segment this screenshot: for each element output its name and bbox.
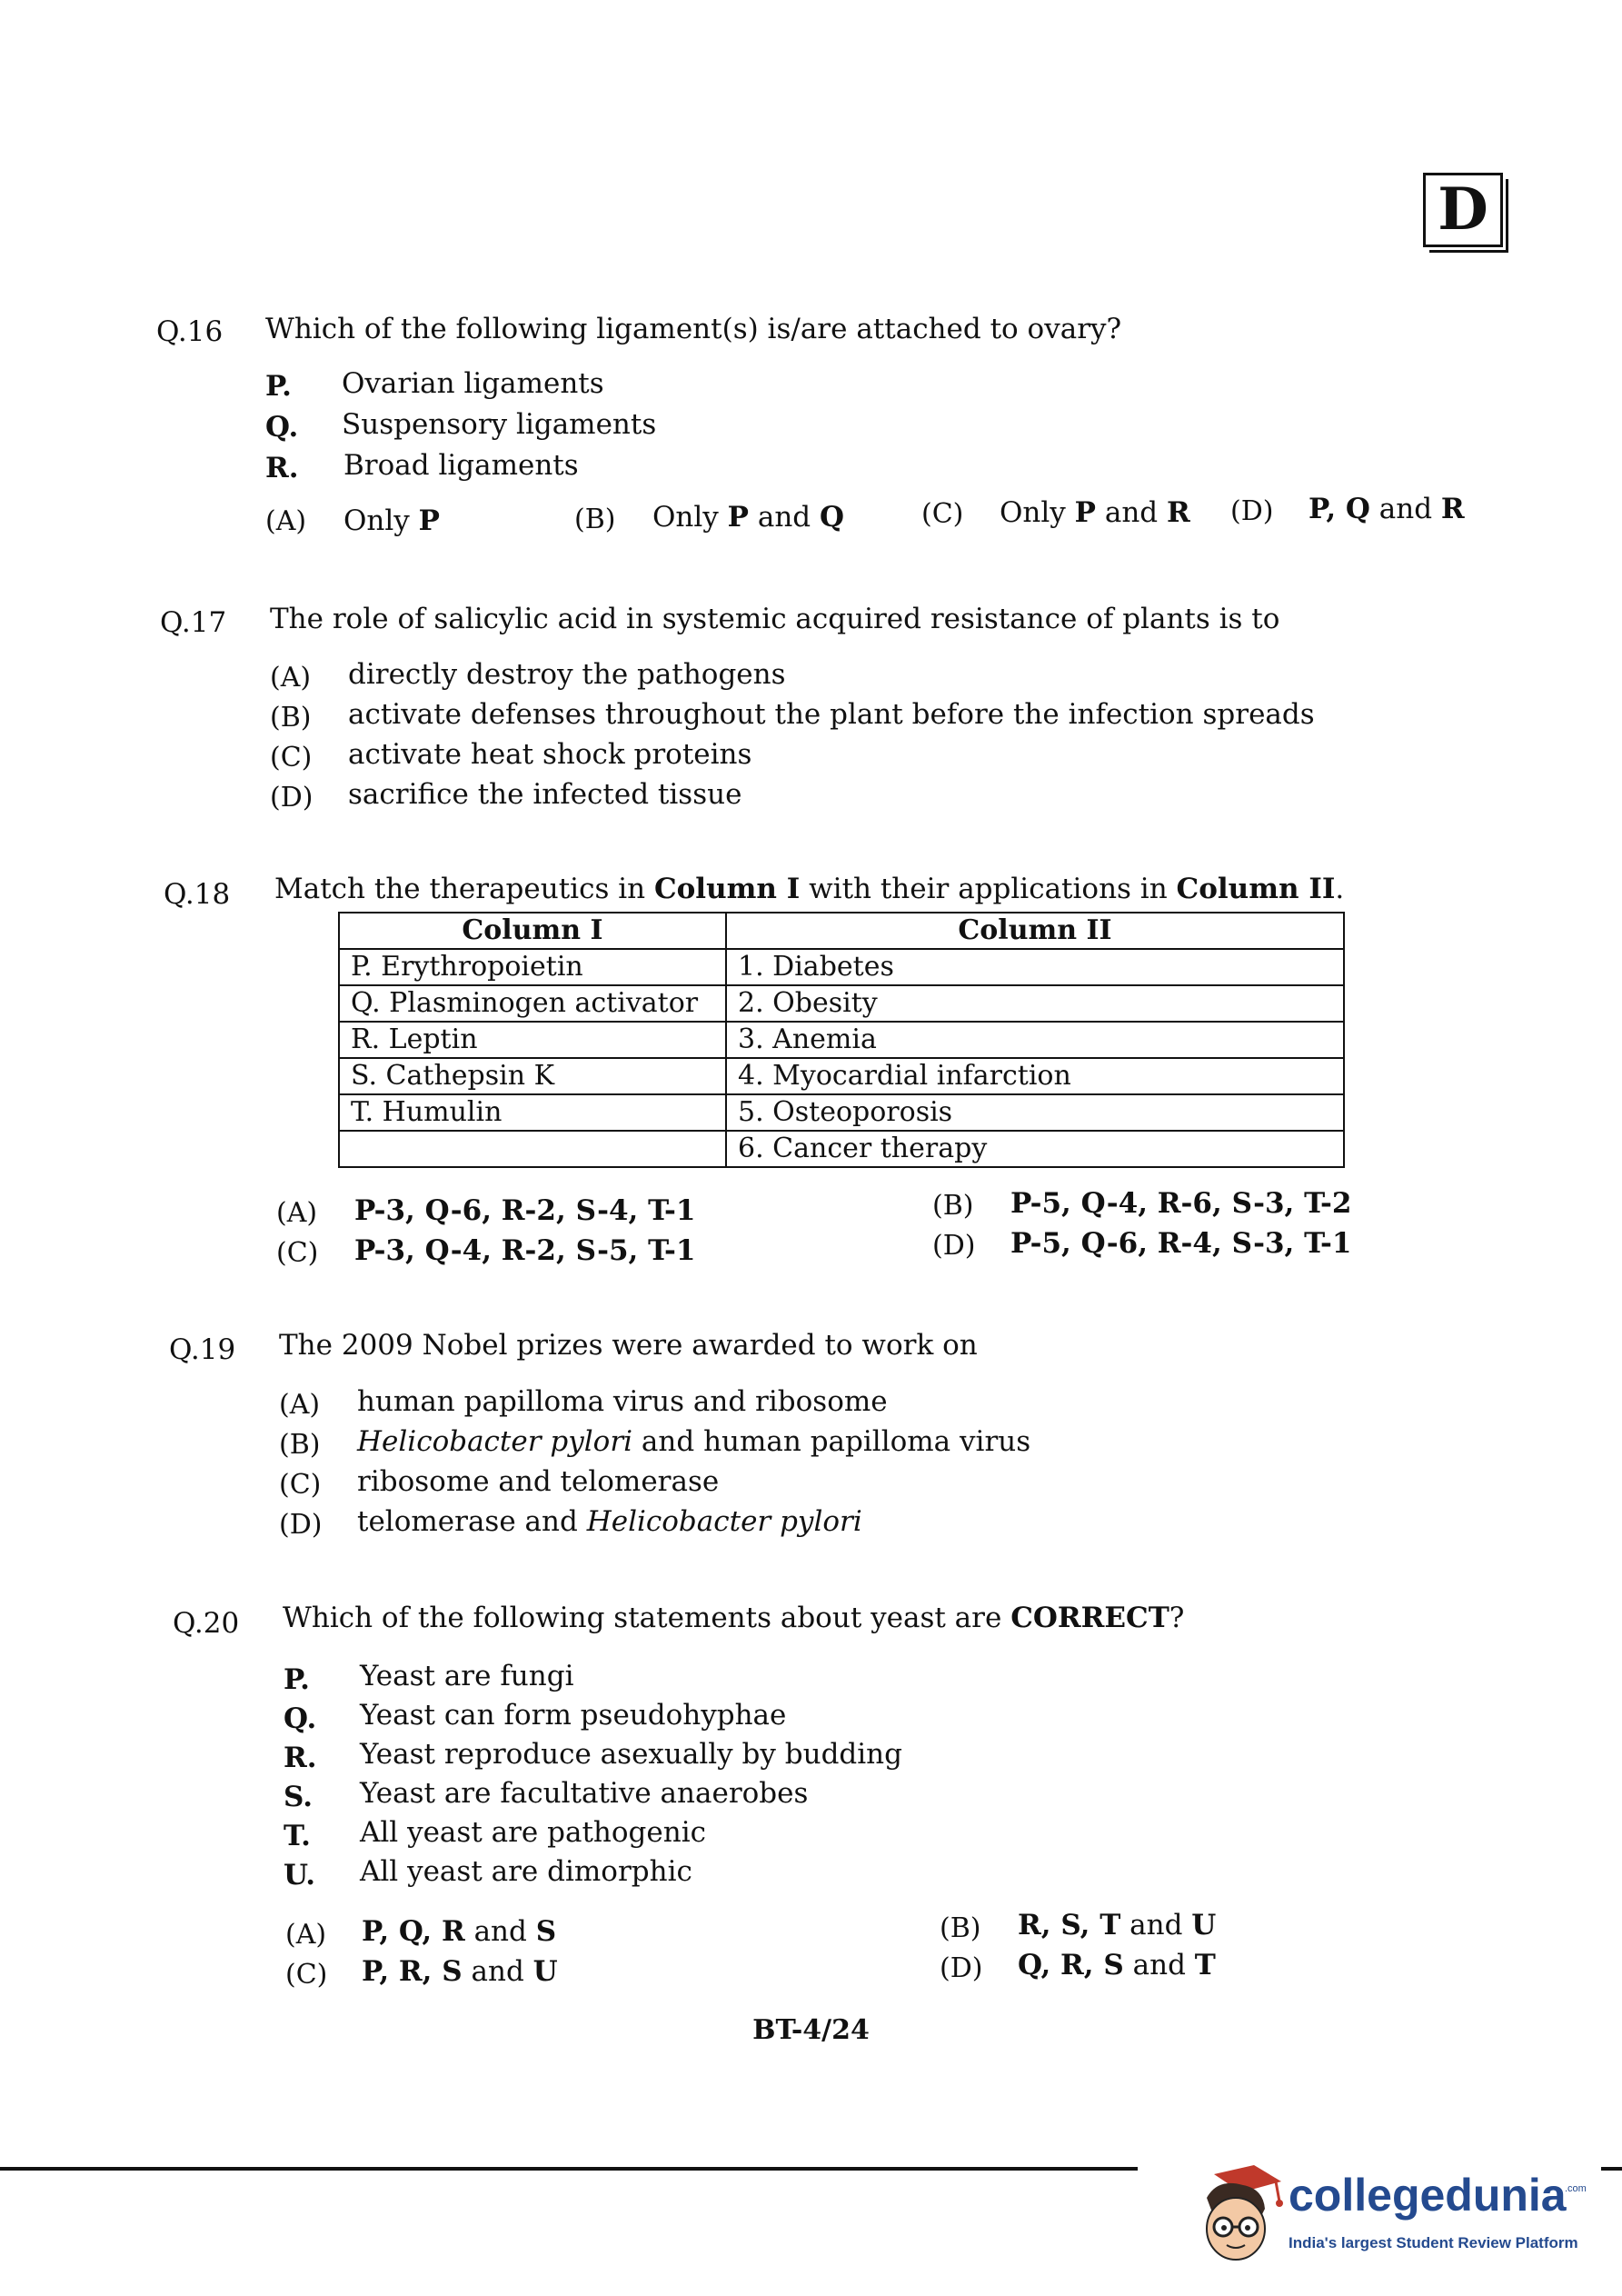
option-label: (B) xyxy=(574,504,616,535)
table-cell: T. Humulin xyxy=(339,1094,726,1131)
option-b[interactable]: Only P and Q xyxy=(652,501,844,534)
item-text: All yeast are pathogenic xyxy=(360,1816,706,1849)
footer-rule xyxy=(0,2167,1138,2171)
table-row xyxy=(339,949,1344,985)
question-text: Which of the following ligament(s) is/are attached to ovary? xyxy=(265,313,1122,345)
option-label: (D) xyxy=(279,1509,323,1541)
item-text: All yeast are dimorphic xyxy=(360,1855,692,1888)
question-number: Q.17 xyxy=(160,606,227,639)
option-label: (C) xyxy=(921,498,964,530)
option-d[interactable]: P, Q and R xyxy=(1309,493,1465,525)
table-header: Column II xyxy=(726,913,1344,949)
item-label: Q. xyxy=(284,1702,317,1735)
item-text: Yeast are facultative anaerobes xyxy=(360,1777,809,1810)
option-label: (D) xyxy=(940,1952,983,1984)
table-row xyxy=(339,1131,1344,1167)
item-text: Ovarian ligaments xyxy=(342,367,604,400)
item-text: Broad ligaments xyxy=(343,449,579,482)
table-cell: 2. Obesity xyxy=(726,985,1344,1022)
option-d[interactable]: sacrifice the infected tissue xyxy=(348,778,742,811)
option-label: (C) xyxy=(285,1959,328,1991)
brand-suffix: .com xyxy=(1565,2183,1587,2194)
table-cell: Q. Plasminogen activator xyxy=(339,985,726,1022)
table-row xyxy=(339,1094,1344,1131)
option-label: (A) xyxy=(285,1919,327,1951)
table-header: Column I xyxy=(339,913,726,949)
option-label: (D) xyxy=(1230,495,1274,527)
option-c[interactable]: P, R, S and U xyxy=(362,1955,558,1988)
item-label: Q. xyxy=(265,411,299,444)
question-text: Match the therapeutics in Column I with their applications in Column II. xyxy=(274,873,1345,905)
option-label: (B) xyxy=(279,1429,321,1461)
table-cell: R. Leptin xyxy=(339,1022,726,1058)
question-text: The 2009 Nobel prizes were awarded to work on xyxy=(279,1329,978,1362)
option-d[interactable]: telomerase and Helicobacter pylori xyxy=(357,1505,862,1538)
option-label: (C) xyxy=(270,742,313,774)
option-b[interactable]: activate defenses throughout the plant before the infection spreads xyxy=(348,698,1315,731)
option-label: (C) xyxy=(276,1237,319,1269)
item-label: T. xyxy=(284,1820,311,1852)
match-table xyxy=(338,912,1345,1168)
table-cell: 5. Osteoporosis xyxy=(726,1094,1344,1131)
option-label: (D) xyxy=(932,1230,976,1262)
question-number: Q.16 xyxy=(156,315,224,348)
option-label: (A) xyxy=(276,1197,318,1229)
brand-tagline: India's largest Student Review Platform xyxy=(1289,2234,1578,2251)
option-label: (A) xyxy=(265,505,307,537)
option-label: (D) xyxy=(270,782,313,814)
brand-wordmark: collegedunia xyxy=(1289,2170,1567,2221)
option-b[interactable]: P-5, Q-4, R-6, S-3, T-2 xyxy=(1010,1187,1352,1220)
item-text: Yeast can form pseudohyphae xyxy=(360,1699,787,1732)
item-label: U. xyxy=(284,1859,315,1892)
option-label: (A) xyxy=(279,1389,321,1421)
option-a[interactable]: P-3, Q-6, R-2, S-4, T-1 xyxy=(354,1194,696,1227)
option-label: (A) xyxy=(270,662,312,694)
option-a[interactable]: human papilloma virus and ribosome xyxy=(357,1385,888,1418)
item-label: P. xyxy=(265,370,292,403)
option-a[interactable]: directly destroy the pathogens xyxy=(348,658,786,691)
item-text: Suspensory ligaments xyxy=(342,408,657,441)
student-mascot-icon xyxy=(1190,2161,1285,2274)
item-text: Yeast are fungi xyxy=(360,1660,574,1692)
table-cell: 1. Diabetes xyxy=(726,949,1344,985)
option-c[interactable]: P-3, Q-4, R-2, S-5, T-1 xyxy=(354,1234,696,1267)
table-cell: 4. Myocardial infarction xyxy=(726,1058,1344,1094)
question-text: Which of the following statements about yeast are CORRECT? xyxy=(283,1602,1185,1634)
option-c[interactable]: activate heat shock proteins xyxy=(348,738,752,771)
option-c[interactable]: Only P and R xyxy=(1000,496,1190,529)
item-label: R. xyxy=(265,452,299,484)
option-label: (B) xyxy=(940,1912,981,1944)
option-label: (B) xyxy=(932,1190,974,1222)
table-cell: P. Erythropoietin xyxy=(339,949,726,985)
table-cell: S. Cathepsin K xyxy=(339,1058,726,1094)
question-number: Q.19 xyxy=(169,1333,236,1366)
item-text: Yeast reproduce asexually by budding xyxy=(360,1738,902,1771)
table-cell xyxy=(339,1131,726,1167)
option-a[interactable]: Only P xyxy=(343,504,440,537)
table-row xyxy=(339,1022,1344,1058)
table-cell: 6. Cancer therapy xyxy=(726,1131,1344,1167)
option-c[interactable]: ribosome and telomerase xyxy=(357,1465,720,1498)
table-row xyxy=(339,1058,1344,1094)
item-label: S. xyxy=(284,1781,313,1813)
table-cell: 3. Anemia xyxy=(726,1022,1344,1058)
footer-rule xyxy=(1601,2167,1622,2171)
option-b[interactable]: Helicobacter pylori and human papilloma virus xyxy=(357,1425,1031,1458)
item-label: P. xyxy=(284,1663,310,1696)
option-a[interactable]: P, Q, R and S xyxy=(362,1915,557,1948)
table-row xyxy=(339,985,1344,1022)
question-number: Q.18 xyxy=(164,878,231,911)
page-code: BT-4/24 xyxy=(752,2014,870,2046)
option-d[interactable]: P-5, Q-6, R-4, S-3, T-1 xyxy=(1010,1227,1352,1260)
question-text: The role of salicylic acid in systemic acquired resistance of plants is to xyxy=(270,603,1280,635)
option-d[interactable]: Q, R, S and T xyxy=(1018,1949,1216,1982)
option-label: (C) xyxy=(279,1469,322,1501)
option-b[interactable]: R, S, T and U xyxy=(1018,1909,1217,1942)
set-code-badge: D xyxy=(1423,173,1503,247)
item-label: R. xyxy=(284,1742,317,1774)
option-label: (B) xyxy=(270,702,312,734)
question-number: Q.20 xyxy=(173,1607,240,1640)
